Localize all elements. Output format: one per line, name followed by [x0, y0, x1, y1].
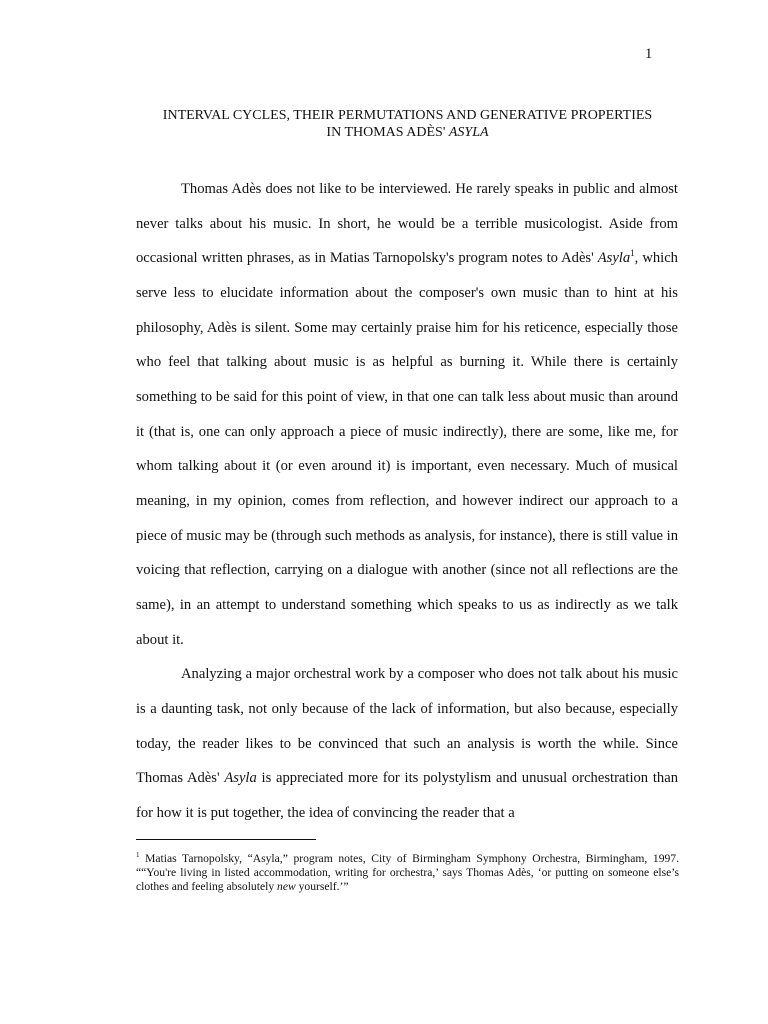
paragraph-1-asyla: Asyla — [597, 250, 631, 267]
paragraph-2 — [136, 657, 678, 830]
title-line-2-italic: ASYLA — [448, 125, 489, 140]
footnote-reference[interactable]: 1 — [630, 248, 635, 259]
title-line-1: INTERVAL CYCLES, THEIR PERMUTATIONS AND GENERATIVE PROPERTIES — [162, 108, 653, 123]
footnote-text-a: Matias Tarnopolsky, “Asyla,” program notes, City of Birmingham Symphony Orchestra, Birmingham, 1997. ““You're living in listed accommodation, writing for orchestra,’ says Thomas Adès, ‘or putting on someone else’s clothes and feeling absolutely — [136, 852, 679, 893]
paragraph-1-text-b: , which serve less to elucidate information about the composer's own music than to hint at his philosophy, Adès is silent. Some may certainly praise him for his reticence, especially those who feel that talking about music is as helpful as burning it. While there is certainly something to be said for this point of view, in that one can talk less about music than around it (that is, one can only approach a piece of music indirectly), there are some, like me, for whom talking about it (or even around it) is important, even necessary. Much of musical meaning, in my opinion, comes from reflection, and however indirect our approach to a piece of music may be (through such methods as analysis, for instance), there is still value in voicing that reflection, carrying on a dialogue with another (since not all reflections are the same), in an attempt to understand something which speaks to us as indirectly as we talk about it. — [136, 250, 678, 648]
footnote-1 — [136, 852, 679, 894]
paper-title — [120, 107, 695, 141]
title-line-2-prefix: IN THOMAS ADÈS' — [326, 125, 449, 140]
footnote-separator — [136, 839, 316, 840]
paragraph-2-text-a: Analyzing a major orchestral work by a composer who does not talk about his music is a daunting task, not only because of the lack of information, but also because, especially today, the reader likes to be convinced that such an analysis is worth the while. Since Thomas Adès' — [136, 666, 678, 787]
title-line-2 — [120, 124, 695, 141]
body-text — [136, 172, 678, 830]
paragraph-1 — [136, 172, 678, 657]
footnote-text-b: yourself.’” — [295, 880, 349, 893]
paragraph-2-asyla: Asyla — [224, 770, 257, 787]
footnote-number: 1 — [136, 851, 140, 860]
page-number: 1 — [645, 46, 653, 62]
paragraph-1-text-a: Thomas Adès does not like to be interviewed. He rarely speaks in public and almost never talks about his music. In short, he would be a terrible musicologist. Aside from occasional written phrases, as in Matias Tarnopolsky's program notes to Adès' — [136, 181, 678, 267]
footnote-italic: new — [277, 880, 296, 893]
paragraph-2-text-b: is appreciated more for its polystylism and unusual orchestration than for how it is put together, the idea of convincing the reader that a — [136, 770, 678, 821]
